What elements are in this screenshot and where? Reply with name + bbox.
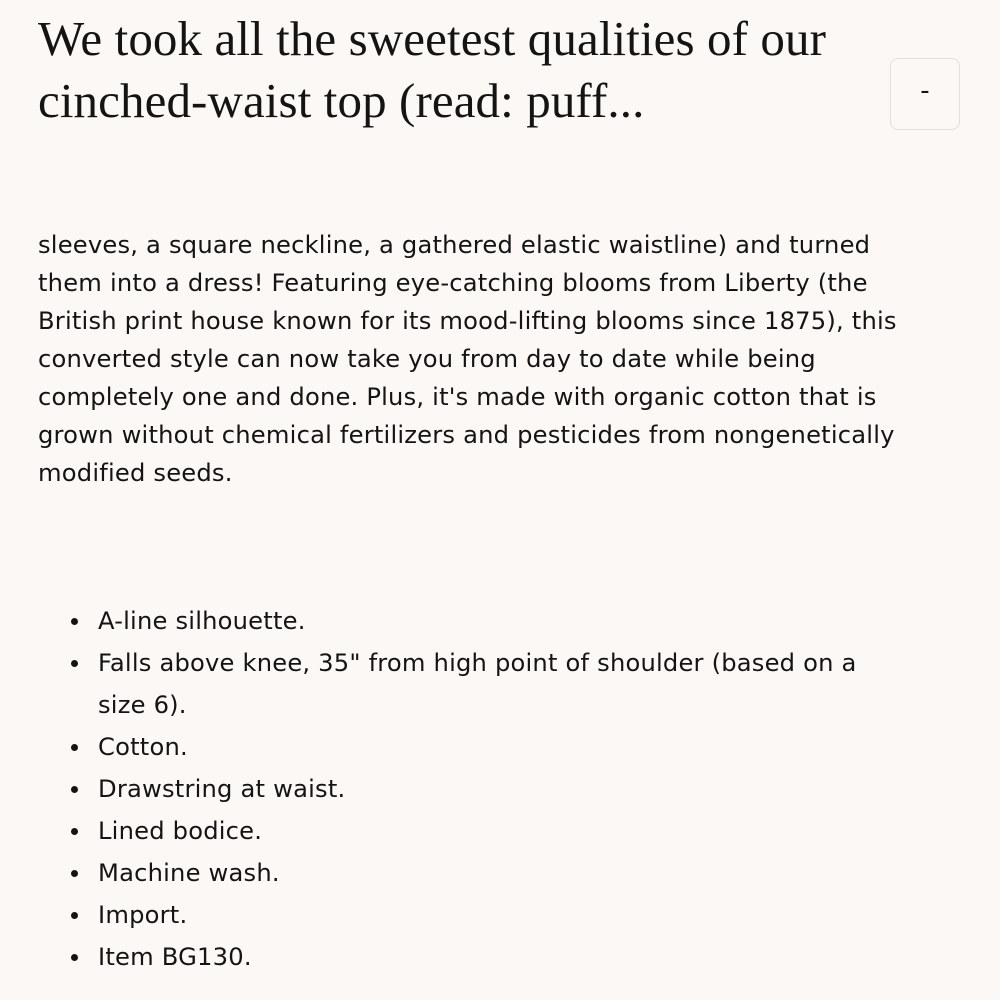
list-item [38, 726, 858, 768]
feature-text: Drawstring at waist. [98, 775, 346, 803]
feature-text: Lined bodice. [98, 817, 263, 845]
list-item [38, 642, 858, 726]
bullet-icon [71, 870, 78, 877]
feature-list [38, 600, 898, 978]
collapse-button[interactable]: - [890, 58, 960, 130]
list-item [38, 852, 858, 894]
list-item [38, 768, 858, 810]
product-description-heading: We took all the sweetest qualities of our cinched-waist top (read: puff... [38, 11, 827, 128]
feature-text: Cotton. [98, 733, 188, 761]
bullet-icon [71, 786, 78, 793]
feature-text: Falls above knee, 35" from high point of shoulder (based on a size 6). [98, 649, 857, 719]
feature-text: Import. [98, 901, 188, 929]
bullet-icon [71, 954, 78, 961]
feature-text: Item BG130. [98, 943, 252, 971]
list-item [38, 936, 858, 978]
product-description-text: sleeves, a square neckline, a gathered elastic waistline) and turned them into a dress! Featuring eye-catching blooms from Liberty (the British print house known for its mood-lifting blooms since 1875), this converted style can now take you from day to date while being completely one and done. Plus, it's made with organic cotton that is grown without chemical fertilizers and pesticides from nongenetically modified seeds. [38, 231, 897, 487]
bullet-icon [71, 660, 78, 667]
feature-text: A-line silhouette. [98, 607, 306, 635]
list-item [38, 600, 858, 642]
list-item [38, 894, 858, 936]
bullet-icon [71, 618, 78, 625]
feature-text: Machine wash. [98, 859, 280, 887]
bullet-icon [71, 828, 78, 835]
list-item [38, 810, 858, 852]
bullet-icon [71, 912, 78, 919]
bullet-icon [71, 744, 78, 751]
